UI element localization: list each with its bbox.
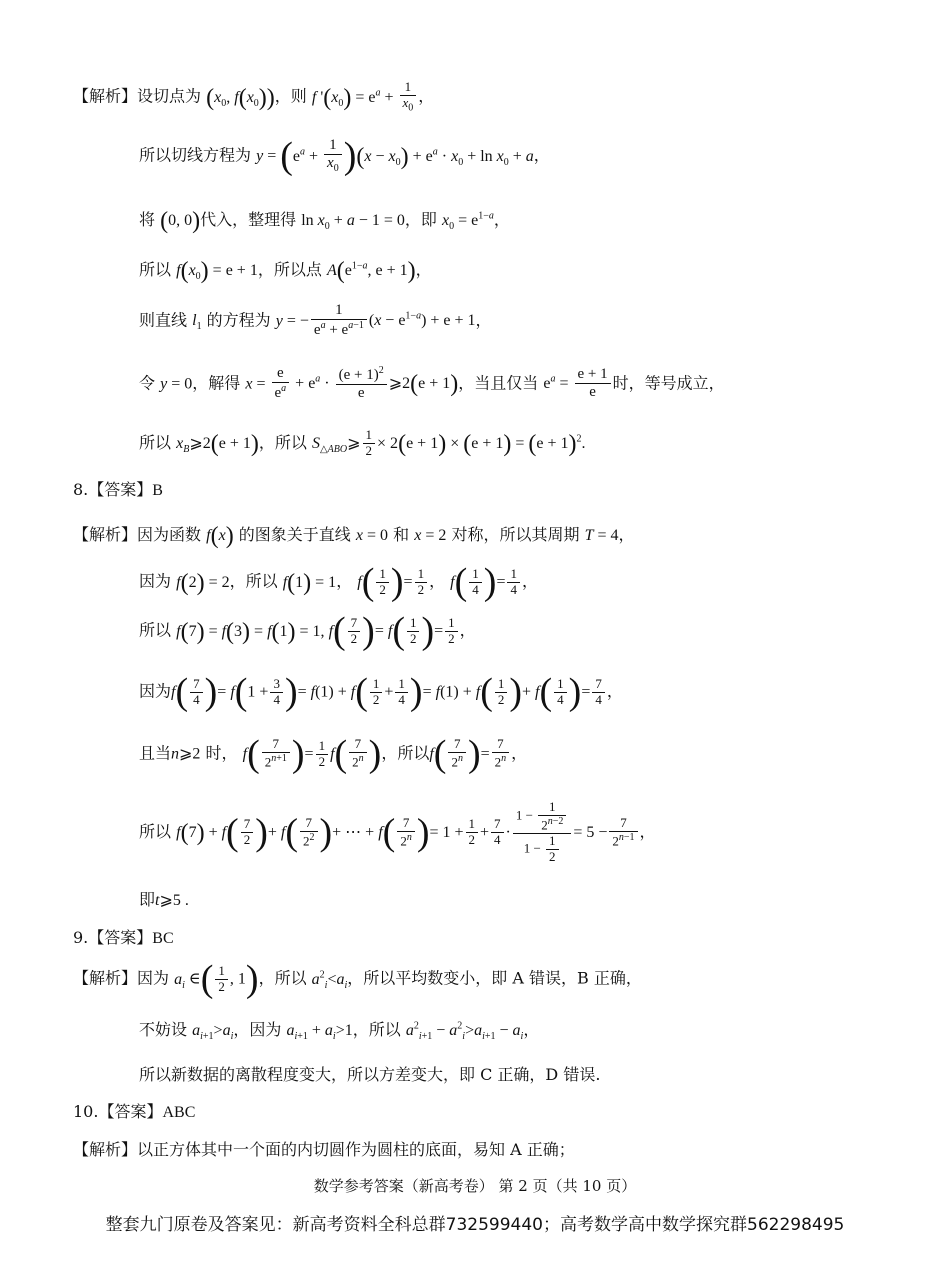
- q8-text: ，所以: [229, 571, 278, 591]
- analysis-label: 【解析】: [73, 1140, 138, 1159]
- page-footer: 数学参考答案（新高考卷） 第 2 页（共 10 页）: [313, 1177, 637, 1195]
- q8-text: ，所以: [381, 743, 430, 763]
- q8-text: 即: [139, 890, 156, 909]
- q7-text: ，解得: [192, 373, 241, 393]
- q9-text: ，所以平均数变小，即 A 错误，B 正确，: [347, 968, 642, 988]
- q9-text: ，所以: [352, 1020, 401, 1039]
- analysis-label: 【解析】: [73, 968, 138, 988]
- q7-text: 所以切线方程为: [139, 145, 252, 165]
- q7-text: ，所以点: [257, 260, 322, 280]
- q9-answer-value: BC: [152, 930, 174, 947]
- q9-number: 9.: [73, 928, 89, 947]
- q8-line-1: 【解析】因为函数 f(x) 的图象关于直线 x = 0 和 x = 2 对称，所以其周期 T = 4，: [73, 523, 635, 549]
- q7-line-6: 令 y = 0，解得 x = $\frac{e}{e^a}$ + $e^a$ · $\frac{(e + 1)^2}{e}$ ⩾2(e + 1)，当且仅当 $e^a$ = $\frac{e + 1}{e}$ 时，等号成立，: [139, 365, 725, 402]
- q9-line-3: [139, 1065, 600, 1084]
- q7-line-5: 则直线 $l_1$ 的方程为 y = − $\frac{1}{e^a + e^{a-1}}$ $(x - e^{1-a}) + e + 1$，: [139, 302, 492, 339]
- analysis-label: 【解析】: [73, 86, 138, 106]
- q7-text: 则直线: [139, 310, 188, 330]
- q8-text: 的图象关于直线: [238, 525, 351, 545]
- q7-text: ，所以: [258, 432, 307, 452]
- q7-text: 所以: [139, 260, 172, 280]
- q8-line-3: 所以 f(7) = f(3) = f(1) = 1, f( $\frac{7}{2}$ )= f( $\frac{1}{2}$ )= $\frac{1}{2}$ ，: [139, 610, 476, 652]
- q7-line-3: 将 (0, 0)代入，整理得 $\ln x_0 + a - 1 = 0$，即 $x_0 = e^{1-a}$，: [139, 208, 510, 234]
- q7-line-7: 所以 $x_B⩾2(e + 1)$，所以 $S_{\triangle ABO}⩾$ $\frac{1}{2}$ × $2(e + 1) \times (e + 1) = (e + 1)^2$.: [139, 427, 586, 458]
- q8-text: 因为函数: [137, 525, 202, 545]
- q8-text: 和: [393, 525, 410, 545]
- q8-text: 时，: [205, 743, 238, 763]
- q7-text: 代入，整理得: [200, 210, 297, 230]
- q7-text: 令: [139, 373, 156, 393]
- q8-text: 所以: [139, 822, 172, 842]
- q9-text: ，所以: [258, 968, 307, 988]
- q10-text: 以正方体其中一个面的内切圆作为圆柱的底面，易知 A 正确；: [137, 1140, 575, 1159]
- q9-text: ，因为: [233, 1020, 282, 1039]
- q10-answer-value: ABC: [162, 1104, 196, 1121]
- q10-answer: [73, 1102, 195, 1122]
- q9-text: 不妨设: [139, 1020, 188, 1039]
- q7-text: ，即: [404, 210, 437, 230]
- q7-text: 的方程为: [206, 310, 271, 330]
- q8-text: 所以: [139, 620, 172, 640]
- q7-text: 所以: [139, 432, 172, 452]
- q8-line-2: 因为 f(2) = 2，所以 f(1) = 1， f( $\frac{1}{2}$ )= $\frac{1}{2}$ ， f( $\frac{1}{4}$ )= $\frac{1}{4}$ ，: [139, 561, 538, 603]
- q7-line-4: 所以 $f(x_0) = e + 1$，所以点 $A(e^{1-a}$, e + 1)，: [139, 258, 432, 284]
- q8-text: 因为: [139, 681, 172, 701]
- q8-text: 因为: [139, 571, 172, 591]
- q7-text: 时，等号成立，: [612, 373, 725, 393]
- q10-number: 10.: [73, 1102, 99, 1121]
- q9-answer: [73, 928, 174, 948]
- q8-text: 对称，所以其周期: [451, 525, 580, 545]
- q9-text: 所以新数据的离散程度变大，所以方差变大，即 C 正确，D 错误.: [139, 1065, 601, 1084]
- q8-text: 且当: [139, 743, 172, 763]
- q7-text: ，当且仅当: [458, 373, 539, 393]
- q9-line-2: 不妨设 $a_{i+1}>a_i$，因为 $a_{i+1} + a_i>1$，所以 $a^2_{i+1} - a^2_i>a_{i+1} - a_i$，: [139, 1020, 540, 1043]
- q8-line-6: 所以 f(7) + f( $\frac{7}{2}$ )+ f( $\frac{7}{2^2}$ )+ ⋯ + f( $\frac{7}{2^n}$ )= 1 + $\frac{1}{2}$ + $\frac{7}{4}$ · 1 − $\frac{1}{2^{n-2}}$ 1 − $\frac{1}{2}$ = 5 − $\frac{7}{2^{n-1}}$ ，: [139, 799, 656, 865]
- footer-ad-line: 整套九门原卷及答案见：新高考资料全科总群732599440；高考数学高中数学探究群562298495: [105, 1215, 845, 1235]
- answer-label: 【答案】: [88, 928, 153, 947]
- q8-number: 8.: [73, 480, 89, 499]
- q7-text: 设切点为: [137, 86, 202, 106]
- q8-answer: [73, 480, 163, 500]
- q7-line-1: 【解析】设切点为 ($x_0$, $f(x_0)$)，则 f '$(x_0) = e^a$ + $\frac{1}{x_0}$ ，: [73, 79, 435, 114]
- q7-text: ，则: [274, 86, 307, 106]
- q10-line-1: [73, 1140, 575, 1159]
- answer-label: 【答案】: [98, 1102, 163, 1121]
- q9-line-1: 【解析】因为 $a_i$ ∈( $\frac{1}{2}$ , 1)，所以 $a^2_i<a_i$，所以平均数变小，即 A 错误，B 正确，: [73, 958, 642, 1000]
- q7-text: 将: [139, 210, 156, 230]
- q8-line-7: 即t⩾5 .: [139, 890, 189, 909]
- q8-line-5: 且当n⩾2 时， f( $\frac{7}{2^{n+1}}$ )= $\frac{1}{2}$ f( $\frac{7}{2^n}$ )，所以f( $\frac{7}{2^n}$ )= $\frac{7}{2^n}$ ，: [139, 733, 528, 775]
- q7-line-2: 所以切线方程为 $y = (e^a$ + $\frac{1}{x_0}$ )$(x - x_0) + e^a \cdot x_0 + \ln x_0 + a$，: [139, 135, 550, 177]
- q8-answer-value: B: [152, 482, 163, 499]
- answer-label: 【答案】: [88, 480, 153, 499]
- q8-line-4: 因为f( $\frac{7}{4}$ )= f(1 + $\frac{3}{4}$ )= f(1) + f( $\frac{1}{2}$ + $\frac{1}{4}$ )= f(1) + f( $\frac{1}{2}$ )+ f( $\frac{1}{4}$ )= $\frac{7}{4}$ ，: [139, 671, 623, 713]
- analysis-label: 【解析】: [73, 525, 138, 545]
- q9-text: 因为: [137, 968, 170, 988]
